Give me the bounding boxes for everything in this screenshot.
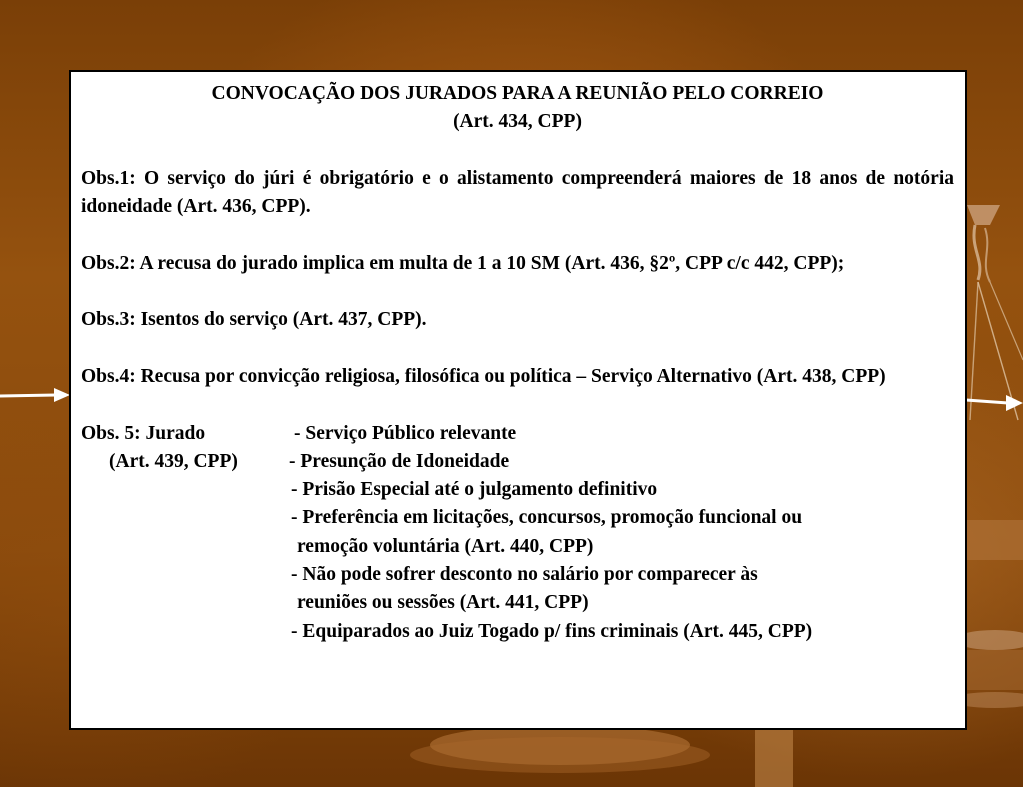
obs-5-item-1: - Serviço Público relevante (294, 422, 517, 444)
left-arrow-icon (0, 384, 72, 406)
obs-1: Obs.1: O serviço do júri é obrigatório e o alistamento compreenderá maiores de 18 anos de notória idoneidade (Art. 436, CPP). (81, 167, 954, 218)
obs-5-label: Obs. 5: Jurado (81, 422, 206, 444)
obs-5-row-7 (81, 589, 954, 617)
obs-5-item-6: - Equiparados ao Juiz Togado p/ fins criminais (Art. 445, CPP) (291, 620, 813, 642)
spacer (81, 391, 954, 419)
obs-5-row-3 (81, 476, 954, 504)
obs-5-row-4 (81, 504, 954, 532)
content-box (69, 70, 967, 730)
obs-5-row-6 (81, 561, 954, 589)
spacer (81, 278, 954, 306)
obs-5-item-5: - Não pode sofrer desconto no salário por comparecer às (291, 564, 758, 586)
obs-5-item-5-cont: reuniões ou sessões (Art. 441, CPP) (297, 592, 589, 614)
right-arrow-icon (966, 392, 1023, 414)
obs-5-item-4-cont: remoção voluntária (Art. 440, CPP) (297, 535, 594, 557)
slide-title: CONVOCAÇÃO DOS JURADOS PARA A REUNIÃO PELO CORREIO (211, 83, 824, 104)
slide-subtitle: (Art. 434, CPP) (453, 111, 582, 133)
spacer (81, 335, 954, 363)
obs-5-ref: (Art. 439, CPP) (109, 450, 238, 472)
obs-5-row-2 (81, 448, 954, 476)
obs-4: Obs.4: Recusa por convicção religiosa, filosófica ou política – Serviço Alternativo (Art. 438, CPP) (81, 365, 886, 387)
spacer (81, 221, 954, 249)
obs-5-row-1 (81, 420, 954, 448)
obs-5-item-3: - Prisão Especial até o julgamento definitivo (291, 479, 658, 501)
spacer (81, 137, 954, 165)
obs-5-item-4: - Preferência em licitações, concursos, promoção funcional ou (291, 507, 803, 529)
obs-5-row-8 (81, 618, 954, 646)
obs-2: Obs.2: A recusa do jurado implica em multa de 1 a 10 SM (Art. 436, §2º, CPP c/c 442, CPP); (81, 252, 845, 274)
obs-3: Obs.3: Isentos do serviço (Art. 437, CPP). (81, 309, 427, 331)
obs-5-row-5 (81, 533, 954, 561)
obs-5-item-2: - Presunção de Idoneidade (289, 450, 510, 472)
